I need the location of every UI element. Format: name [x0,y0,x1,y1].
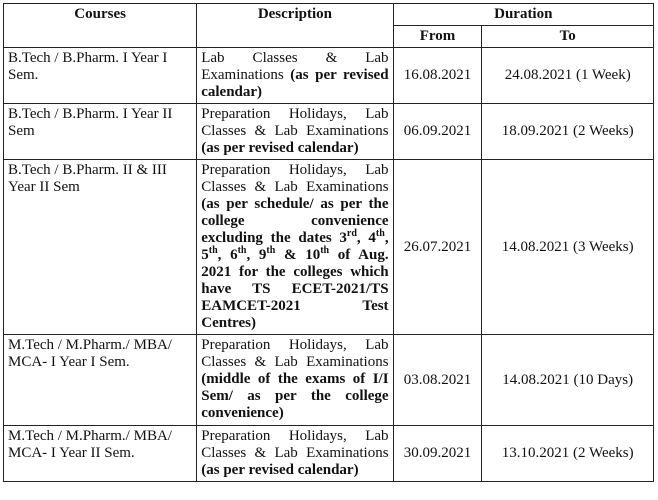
description-cell [197,160,393,335]
to-cell: 24.08.2021 (1 Week) [482,48,654,104]
ordinal-suffix: th [266,245,276,256]
course-cell: B.Tech / B.Pharm. II & III Year II Sem [4,160,197,335]
note-part: of Aug. 2021 for the colleges which have TS ECET-2021/TS EAMCET-2021 Test Centres) [201,247,389,331]
description-text: Preparation Holidays, Lab Classes & Lab Examinations [201,106,389,139]
courses-header: Courses [4,4,197,48]
from-header: From [393,26,482,48]
table-row [4,426,654,482]
from-cell: 06.09.2021 [393,104,482,160]
to-header: To [482,26,654,48]
description-note: (as per revised calendar) [201,67,389,100]
from-cell: 16.08.2021 [393,48,482,104]
to-cell: 13.10.2021 (2 Weeks) [482,426,654,482]
description-text: Preparation Holidays, Lab Classes & Lab Examinations [201,162,389,195]
table-row [4,48,654,104]
note-part: , 4 [356,230,376,246]
to-cell: 18.09.2021 (2 Weeks) [482,104,654,160]
description-note: (as per revised calendar) [201,462,359,478]
course-cell: B.Tech / B.Pharm. I Year I Sem. [4,48,197,104]
table-row [4,335,654,426]
description-note [201,196,388,331]
description-cell [197,104,393,160]
to-cell: 14.08.2021 (10 Days) [482,335,654,426]
table-row [4,104,654,160]
description-cell [197,426,393,482]
description-header: Description [197,4,393,48]
ordinal-suffix: th [320,245,330,256]
header-row [4,4,654,26]
ordinal-suffix: th [375,228,385,239]
description-text: Preparation Holidays, Lab Classes & Lab Examinations [201,337,389,370]
description-cell [197,48,393,104]
note-part: (as per schedule/ as per the college convenience excluding the dates 3 [201,196,389,246]
description-text: Lab Classes & Lab Examinations [201,50,389,83]
course-cell: M.Tech / M.Pharm./ MBA/ MCA- I Year I Sem. [4,335,197,426]
to-cell: 14.08.2021 (3 Weeks) [482,160,654,335]
from-cell: 03.08.2021 [393,335,482,426]
course-cell: B.Tech / B.Pharm. I Year II Sem [4,104,197,160]
description-note: (middle of the exams of I/I Sem/ as per the college convenience) [201,371,389,421]
description-note: (as per revised calendar) [201,140,359,156]
from-cell: 30.09.2021 [393,426,482,482]
schedule-table [3,3,654,482]
note-part: & 10 [275,247,321,263]
ordinal-suffix: th [208,245,218,256]
table-row [4,160,654,335]
ordinal-suffix: rd [346,228,357,239]
note-part: , 6 [217,247,238,263]
note-part: , 5 [201,230,389,263]
from-cell: 26.07.2021 [393,160,482,335]
note-part: , 9 [246,247,267,263]
description-text: Preparation Holidays, Lab Classes & Lab Examinations [201,428,389,461]
description-cell [197,335,393,426]
course-cell: M.Tech / M.Pharm./ MBA/ MCA- I Year II Sem. [4,426,197,482]
duration-header: Duration [393,4,653,26]
ordinal-suffix: th [237,245,247,256]
